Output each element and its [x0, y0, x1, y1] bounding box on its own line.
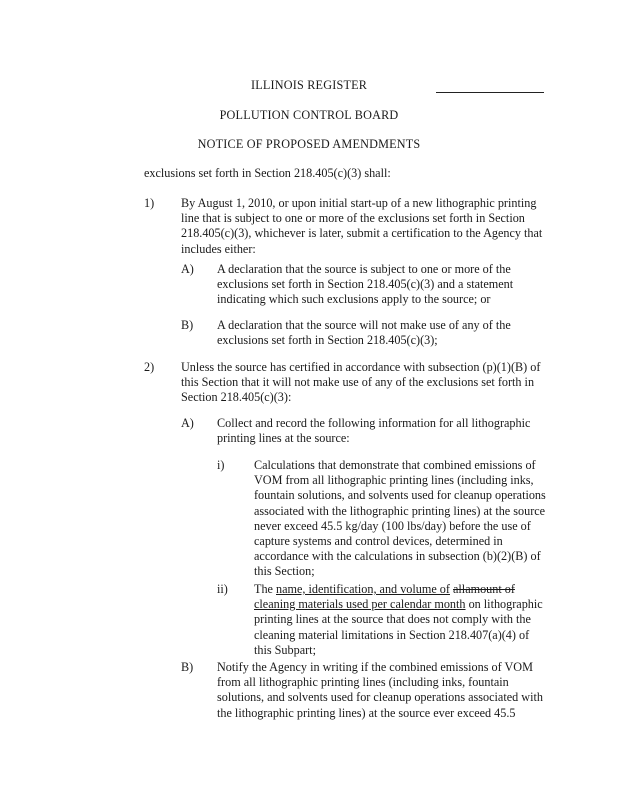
text-line: Calculations that demonstrate that combined emissions of	[254, 458, 536, 472]
text-line: this Section;	[254, 564, 315, 579]
text-line: fountain solutions, and solvents used for cleanup operations	[254, 488, 546, 503]
text-line	[254, 582, 543, 597]
item2a-text	[217, 416, 530, 446]
text-line: printing lines at the source that does not comply with the	[254, 612, 531, 627]
text-line: the lithographic printing lines) at the source ever exceed 45.5	[217, 705, 516, 720]
item1-text	[181, 196, 542, 257]
item1b-label: B)	[181, 318, 194, 332]
plain-text: The	[254, 582, 276, 596]
text-line: never exceed 45.5 kg/day (100 lbs/day) before the use of	[254, 518, 531, 533]
item2aii-text	[254, 582, 543, 658]
text-line: cleaning material limitations in Section 218.407(a)(4) of	[254, 627, 530, 642]
text-line: Notify the Agency in writing if the combined emissions of VOM	[217, 660, 533, 674]
text-line: Collect and record the following information for all lithographic	[217, 416, 531, 430]
text-line: A declaration that the source will not make use of any of the	[217, 318, 511, 332]
text-line: By August 1, 2010, or upon initial start-up of a new lithographic printing	[181, 196, 537, 210]
header-rule	[436, 92, 544, 93]
text-line: indicating which such exclusions apply to the source; or	[217, 292, 491, 307]
item2-text	[181, 360, 540, 406]
agency-title: POLLUTION CONTROL BOARD	[219, 108, 399, 122]
item2-label: 2)	[144, 360, 155, 374]
text-line: solutions, and solvents used for cleanup operations associated with	[217, 690, 543, 705]
notice-title: NOTICE OF PROPOSED AMENDMENTS	[197, 137, 421, 151]
item2ai-label: i)	[217, 458, 225, 472]
text-line	[254, 597, 543, 612]
text-line: printing lines at the source:	[217, 431, 350, 446]
register-title: ILLINOIS REGISTER	[250, 78, 368, 92]
text-line: this Subpart;	[254, 642, 316, 657]
text-line: this Section that it will not make use of any of the exclusions set forth in	[181, 375, 535, 390]
intro-line: exclusions set forth in Section 218.405(c)(3) shall:	[144, 166, 391, 180]
item2b-text	[217, 660, 543, 721]
text-line: A declaration that the source is subject to one or more of the	[217, 262, 511, 276]
text-line: 218.405(c)(3), whichever is later, submit a certification to the Agency that	[181, 226, 543, 241]
text-line: capture systems and control devices, determined in	[254, 534, 503, 549]
inserted-text: cleaning materials used per calendar month	[254, 597, 466, 612]
item1-label: 1)	[144, 196, 155, 210]
text-line: from all lithographic printing lines (including inks, fountain	[217, 675, 509, 690]
deleted-text: allamount of	[453, 582, 515, 596]
item1a-text	[217, 262, 513, 308]
text-line: accordance with the calculations in subsection (b)(2)(B) of	[254, 549, 541, 564]
text-line: line that is subject to one or more of the exclusions set forth in Section	[181, 211, 525, 226]
text-line: Unless the source has certified in accordance with subsection (p)(1)(B) of	[181, 360, 541, 374]
text-line: associated with the lithographic printing lines) at the source	[254, 503, 546, 518]
text-line: exclusions set forth in Section 218.405(c)(3);	[217, 333, 438, 348]
item2a-label: A)	[181, 416, 194, 430]
text-line: Section 218.405(c)(3):	[181, 390, 292, 405]
item2b-label: B)	[181, 660, 194, 674]
inserted-text: name, identification, and volume of	[276, 582, 450, 596]
text-line: includes either:	[181, 241, 256, 256]
plain-text: on lithographic	[465, 597, 543, 612]
item2ai-text	[254, 458, 546, 580]
text-line: exclusions set forth in Section 218.405(c)(3) and a statement	[217, 277, 514, 292]
text-line: VOM from all lithographic printing lines (including inks,	[254, 473, 534, 488]
item1a-label: A)	[181, 262, 194, 276]
item1b-text	[217, 318, 511, 348]
item2aii-label: ii)	[217, 582, 228, 596]
